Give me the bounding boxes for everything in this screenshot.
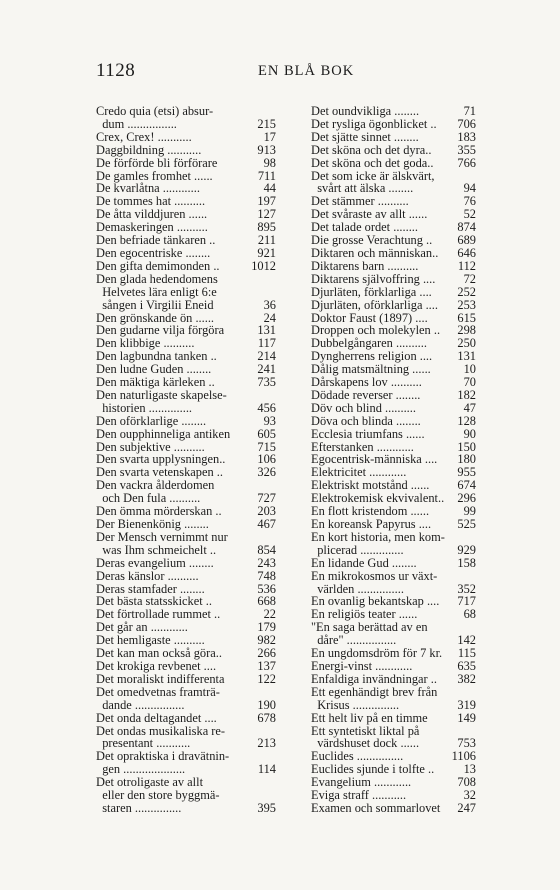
index-entry	[96, 415, 276, 428]
entry-title-line: Det omedvetnas framträ-	[96, 684, 220, 699]
index-entry	[311, 170, 476, 196]
index-entry	[96, 712, 276, 725]
entry-page-number: 706	[457, 116, 476, 131]
entry-title-line: Der Bienenkönig ........	[96, 517, 209, 531]
index-entry	[311, 557, 476, 570]
entry-page-number: 1106	[451, 749, 476, 764]
entry-title-line: Döv och blind ..........	[311, 400, 416, 415]
entry-title-line: En mikrokosmos ur växt-	[311, 568, 438, 583]
entry-title-line: och Den fula ..........	[96, 491, 201, 506]
entry-title-line: En lidande Gud ........	[311, 555, 417, 570]
entry-page-number: 243	[257, 555, 276, 570]
entry-title-line: Det kan man också göra..	[96, 646, 222, 661]
index-entry	[96, 557, 276, 570]
entry-page-number: 197	[257, 194, 276, 209]
index-entry	[311, 428, 476, 441]
page-header	[96, 60, 476, 82]
entry-page-number: 674	[457, 478, 476, 493]
entry-title-line: Doktor Faust (1897) ....	[311, 310, 428, 325]
entry-page-number: 253	[457, 297, 476, 312]
entry-page-number: 298	[457, 323, 476, 338]
index-entry	[96, 570, 276, 583]
index-entry	[311, 389, 476, 402]
index-entry	[311, 518, 476, 531]
entry-title-line: gen ....................	[96, 762, 186, 777]
index-entry	[96, 105, 276, 131]
entry-title-line: Den ömma mörderskan ..	[96, 504, 222, 519]
entry-page-number: 982	[257, 633, 276, 648]
entry-title-line: Evangelium ............	[311, 775, 412, 790]
entry-title-line: Ecclesia triumfans ......	[311, 426, 425, 441]
entry-page-number: 247	[457, 800, 476, 815]
entry-page-number: 250	[457, 336, 476, 351]
entry-title-line: Det bästa statsskicket ..	[96, 594, 212, 609]
index-entry	[311, 673, 476, 686]
entry-title-line: De förförde bli förförare	[96, 155, 218, 170]
entry-page-number: 149	[457, 710, 476, 725]
index-entry	[311, 712, 476, 725]
index-entry	[311, 260, 476, 273]
entry-title-line: historien ..............	[96, 400, 193, 415]
entry-page-number: 467	[257, 517, 276, 531]
index-entry	[311, 570, 476, 596]
index-entry	[96, 750, 276, 776]
entry-title-line: Ett helt liv på en timme	[311, 710, 428, 725]
entry-title-line: Det hemligaste ..........	[96, 633, 205, 648]
entry-page-number: 13	[463, 762, 476, 777]
entry-title-line: Elektrokemisk ekvivalent..	[311, 491, 445, 506]
index-entry	[311, 299, 476, 312]
entry-page-number: 179	[257, 620, 276, 635]
entry-title-line: Det sjätte sinnet ........	[311, 129, 419, 144]
index-entry	[96, 725, 276, 751]
entry-title-line: Den mäktiga kärleken ..	[96, 375, 215, 390]
entry-title-line: Credo quia (etsi) absur-	[96, 104, 214, 118]
page-number: 1128	[96, 60, 136, 81]
index-entry	[311, 802, 476, 815]
index-entry	[96, 376, 276, 389]
entry-title-line: Examen och sommarlovet	[311, 800, 441, 815]
entry-page-number: 753	[457, 736, 476, 751]
entry-title-line: Det onda deltagandet ....	[96, 710, 217, 725]
entry-title-line: Den oförklarlige ........	[96, 413, 207, 428]
entry-page-number: 635	[457, 658, 476, 673]
entry-page-number: 913	[257, 142, 276, 157]
entry-title-line: Det talade ordet ........	[311, 220, 419, 235]
entry-page-number: 456	[257, 400, 276, 415]
entry-title-line: Det sköna och det goda..	[311, 155, 434, 170]
entry-title-line: plicerad ..............	[311, 542, 404, 557]
entry-page-number: 296	[457, 491, 476, 506]
entry-title-line: Det sköna och det dyra..	[311, 142, 432, 157]
index-entry	[96, 131, 276, 144]
entry-page-number: 646	[457, 245, 476, 260]
entry-title-line: Krisus ...............	[311, 697, 400, 712]
entry-title-line: Efterstanken ............	[311, 439, 414, 454]
entry-title-line: De gamles fromhet ......	[96, 168, 213, 183]
index-entry	[96, 531, 276, 557]
entry-title-line: Dårskapens lov ..........	[311, 375, 422, 390]
entry-page-number: 615	[457, 310, 476, 325]
entry-page-number: 22	[263, 607, 276, 622]
entry-title-line: "En saga berättad av en	[311, 620, 428, 635]
index-entry	[311, 660, 476, 673]
entry-page-number: 115	[457, 646, 476, 661]
entry-title-line: En ovanlig bekantskap ....	[311, 594, 440, 609]
index-entry	[96, 389, 276, 415]
index-entry	[96, 428, 276, 441]
entry-title-line: Dödade reverser ........	[311, 387, 421, 402]
index-entry	[311, 725, 476, 751]
index-entry	[311, 789, 476, 802]
entry-title-line: Den gifta demimonden ..	[96, 258, 220, 273]
entry-title-line: Crex, Crex! ...........	[96, 129, 192, 144]
entry-title-line: De kvarlåtna ............	[96, 181, 200, 196]
entry-page-number: 921	[257, 245, 276, 260]
index-entry	[96, 144, 276, 157]
entry-title-line: Deras stamfader ........	[96, 581, 205, 596]
entry-page-number: 715	[257, 439, 276, 454]
entry-title-line: En flott kristendom ......	[311, 504, 430, 519]
entry-page-number: 766	[457, 155, 476, 170]
entry-title-line: De åtta vilddjuren ......	[96, 207, 208, 222]
entry-title-line: Det som icke är älskvärt,	[311, 168, 435, 183]
entry-page-number: 70	[463, 375, 476, 390]
index-entry	[311, 415, 476, 428]
entry-title-line: Djurläten, förklarliga ....	[311, 284, 432, 299]
entry-page-number: 689	[457, 233, 476, 248]
index-entry	[96, 776, 276, 815]
entry-page-number: 98	[263, 155, 276, 170]
entry-page-number: 708	[457, 775, 476, 790]
entry-title-line: Daggbildning ...........	[96, 142, 202, 157]
entry-page-number: 326	[257, 465, 276, 480]
index-entry	[96, 479, 276, 505]
entry-title-line: Droppen och molekylen ..	[311, 323, 441, 338]
entry-title-line: staren ...............	[96, 800, 182, 815]
entry-title-line: värdshuset dock ......	[311, 736, 420, 751]
entry-title-line: presentant ...........	[96, 736, 191, 751]
entry-title-line: Ett egenhändigt brev från	[311, 684, 438, 699]
entry-page-number: 678	[257, 710, 276, 725]
entry-page-number: 68	[463, 607, 476, 622]
entry-page-number: 76	[463, 194, 476, 209]
entry-page-number: 158	[457, 555, 476, 570]
entry-page-number: 47	[463, 400, 476, 415]
entry-page-number: 94	[463, 181, 476, 196]
entry-title-line: Det förtrollade rummet ..	[96, 607, 221, 622]
entry-title-line: sången i Virgilii Eneid	[96, 297, 214, 312]
entry-page-number: 717	[457, 594, 476, 609]
entry-page-number: 112	[457, 258, 476, 273]
entry-title-line: Dyngherrens religion ....	[311, 349, 433, 364]
entry-page-number: 352	[457, 581, 476, 596]
entry-page-number: 44	[263, 181, 276, 196]
entry-title-line: Den befriade tänkaren ..	[96, 233, 216, 248]
entry-page-number: 214	[257, 349, 276, 364]
entry-title-line: Det opraktiska i dravätnin-	[96, 749, 230, 764]
entry-page-number: 90	[463, 426, 476, 441]
entry-title-line: Det stämmer ..........	[311, 194, 409, 209]
entry-page-number: 137	[257, 658, 276, 673]
index-entry	[311, 621, 476, 647]
entry-title-line: Euclides sjunde i tolfte ..	[311, 762, 435, 777]
entry-title-line: Det otroligaste av allt	[96, 775, 204, 790]
entry-title-line: Det rysliga ögonblicket ..	[311, 116, 437, 131]
entry-page-number: 117	[257, 336, 276, 351]
index-entry	[96, 157, 276, 170]
entry-page-number: 52	[463, 207, 476, 222]
entry-title-line: Den lagbundna tanken ..	[96, 349, 217, 364]
entry-page-number: 382	[457, 671, 476, 686]
running-title: EN BLÅ BOK	[258, 63, 355, 79]
entry-title-line: Det svåraste av allt ......	[311, 207, 428, 222]
entry-page-number: 183	[457, 129, 476, 144]
entry-title-line: Elektricitet ............	[311, 465, 407, 480]
entry-title-line: Det oundvikliga ........	[311, 104, 420, 118]
entry-page-number: 182	[457, 387, 476, 402]
index-entry	[96, 673, 276, 686]
entry-page-number: 71	[463, 104, 476, 118]
entry-title-line: Den vackra ålderdomen	[96, 478, 215, 493]
entry-title-line: En ungdomsdröm för 7 kr.	[311, 646, 443, 661]
entry-page-number: 128	[457, 413, 476, 428]
entry-page-number: 114	[257, 762, 276, 777]
entry-page-number: 131	[457, 349, 476, 364]
entry-page-number: 190	[257, 697, 276, 712]
entry-page-number: 748	[257, 568, 276, 583]
entry-page-number: 213	[257, 736, 276, 751]
entry-title-line: En kort historia, men kom-	[311, 529, 445, 544]
entry-page-number: 536	[257, 581, 276, 596]
entry-page-number: 668	[257, 594, 276, 609]
entry-page-number: 150	[457, 439, 476, 454]
entry-page-number: 36	[263, 297, 276, 312]
index-column-right	[311, 105, 476, 815]
index-entry	[311, 273, 476, 286]
entry-page-number: 127	[257, 207, 276, 222]
entry-page-number: 93	[263, 413, 276, 428]
entry-title-line: Den svarta vetenskapen ..	[96, 465, 223, 480]
entry-page-number: 395	[257, 800, 276, 815]
entry-title-line: Der Mensch vernimmt nur	[96, 529, 228, 544]
entry-title-line: dande ................	[96, 697, 185, 712]
entry-page-number: 266	[257, 646, 276, 661]
entry-page-number: 711	[257, 168, 276, 183]
entry-title-line: Egocentrisk-människa ....	[311, 452, 438, 467]
entry-title-line: dum ................	[96, 116, 177, 131]
index-entry	[311, 376, 476, 389]
index-entry	[96, 686, 276, 712]
entry-title-line: Demaskeringen ..........	[96, 220, 208, 235]
entry-title-line: Det krokiga revbenet ....	[96, 658, 217, 673]
entry-page-number: 99	[463, 504, 476, 519]
entry-page-number: 854	[257, 542, 276, 557]
index-entry	[311, 247, 476, 260]
entry-title-line: Den grönskande ön ......	[96, 310, 215, 325]
entry-title-line: Döva och blinda ........	[311, 413, 421, 428]
entry-page-number: 131	[257, 323, 276, 338]
entry-title-line: Evigа straff ...........	[311, 788, 407, 803]
entry-title-line: En koreansk Papyrus ....	[311, 517, 432, 531]
entry-title-line: Dålig matsmältning ......	[311, 362, 431, 377]
entry-title-line: Den naturligaste skapelse-	[96, 387, 227, 402]
entry-page-number: 525	[457, 517, 476, 531]
index-entry	[311, 105, 476, 118]
index-entry	[311, 157, 476, 170]
entry-title-line: Dubbelgångaren ..........	[311, 336, 427, 351]
entry-title-line: Elektriskt motstånd ......	[311, 478, 430, 493]
entry-page-number: 106	[257, 452, 276, 467]
entry-title-line: Deras känslor ..........	[96, 568, 199, 583]
entry-title-line: svårt att älska ........	[311, 181, 414, 196]
entry-title-line: Den glada hedendomens	[96, 271, 218, 286]
entry-title-line: was Ihm schmeichelt ..	[96, 542, 217, 557]
index-entry	[311, 531, 476, 557]
entry-page-number: 142	[457, 633, 476, 648]
entry-page-number: 735	[257, 375, 276, 390]
entry-title-line: eller den store byggmä-	[96, 788, 220, 803]
entry-page-number: 874	[457, 220, 476, 235]
entry-title-line: De tommes hat ..........	[96, 194, 206, 209]
entry-page-number: 929	[457, 542, 476, 557]
entry-page-number: 955	[457, 465, 476, 480]
entry-title-line: Den klibbige ..........	[96, 336, 195, 351]
entry-page-number: 241	[257, 362, 276, 377]
index-column-left	[96, 105, 276, 815]
entry-title-line: Den subjektive ..........	[96, 439, 205, 454]
entry-page-number: 122	[257, 671, 276, 686]
index-entry	[96, 273, 276, 312]
entry-page-number: 180	[457, 452, 476, 467]
index-entry	[96, 660, 276, 673]
index-entry	[311, 402, 476, 415]
entry-page-number: 17	[263, 129, 276, 144]
entry-page-number: 1012	[251, 258, 276, 273]
index-entry	[96, 518, 276, 531]
entry-title-line: Euclides ...............	[311, 749, 404, 764]
index-entry	[311, 118, 476, 131]
entry-page-number: 10	[463, 362, 476, 377]
entry-title-line: Den svarta upplysningen..	[96, 452, 226, 467]
entry-page-number: 32	[463, 788, 476, 803]
entry-page-number: 252	[457, 284, 476, 299]
entry-title-line: Det går an ............	[96, 620, 188, 635]
entry-title-line: Die grosse Verachtung ..	[311, 233, 433, 248]
index-entry	[311, 144, 476, 157]
entry-page-number: 215	[257, 116, 276, 131]
index-entry	[311, 131, 476, 144]
entry-title-line: Djurläten, oförklarliga ....	[311, 297, 438, 312]
entry-page-number: 319	[457, 697, 476, 712]
index-entry	[311, 286, 476, 299]
entry-title-line: Den gudarne vilja förgöra	[96, 323, 225, 338]
entry-title-line: dåre" ................	[311, 633, 397, 648]
entry-title-line: Det moraliskt indifferenta	[96, 671, 225, 686]
entry-page-number: 605	[257, 426, 276, 441]
entry-page-number: 203	[257, 504, 276, 519]
entry-page-number: 895	[257, 220, 276, 235]
entry-title-line: Den egocentriske ........	[96, 245, 211, 260]
index-entry	[311, 686, 476, 712]
entry-title-line: Den ludne Guden ........	[96, 362, 212, 377]
entry-page-number: 727	[257, 491, 276, 506]
entry-title-line: Helvetes lära enligt 6:e	[96, 284, 217, 299]
entry-title-line: Ett syntetiskt liktal på	[311, 723, 420, 738]
entry-page-number: 355	[457, 142, 476, 157]
entry-title-line: Deras evangelium ........	[96, 555, 214, 570]
index-entry	[96, 260, 276, 273]
entry-title-line: Energi-vinst ............	[311, 658, 413, 673]
entry-page-number: 24	[263, 310, 276, 325]
entry-title-line: Den oupphinneliga antiken	[96, 426, 231, 441]
entry-title-line: Enfaldiga invändningar ..	[311, 671, 437, 686]
entry-title-line: Diktaren och människan..	[311, 245, 439, 260]
entry-page-number: 211	[257, 233, 276, 248]
entry-title-line: Diktarens självoffring ....	[311, 271, 436, 286]
entry-title-line: Diktarens barn ..........	[311, 258, 419, 273]
entry-page-number: 72	[463, 271, 476, 286]
entry-title-line: En religiös teater ......	[311, 607, 418, 622]
index-entry	[96, 247, 276, 260]
entry-title-line: Det ondas musikaliska re-	[96, 723, 226, 738]
entry-title-line: världen ...............	[311, 581, 404, 596]
